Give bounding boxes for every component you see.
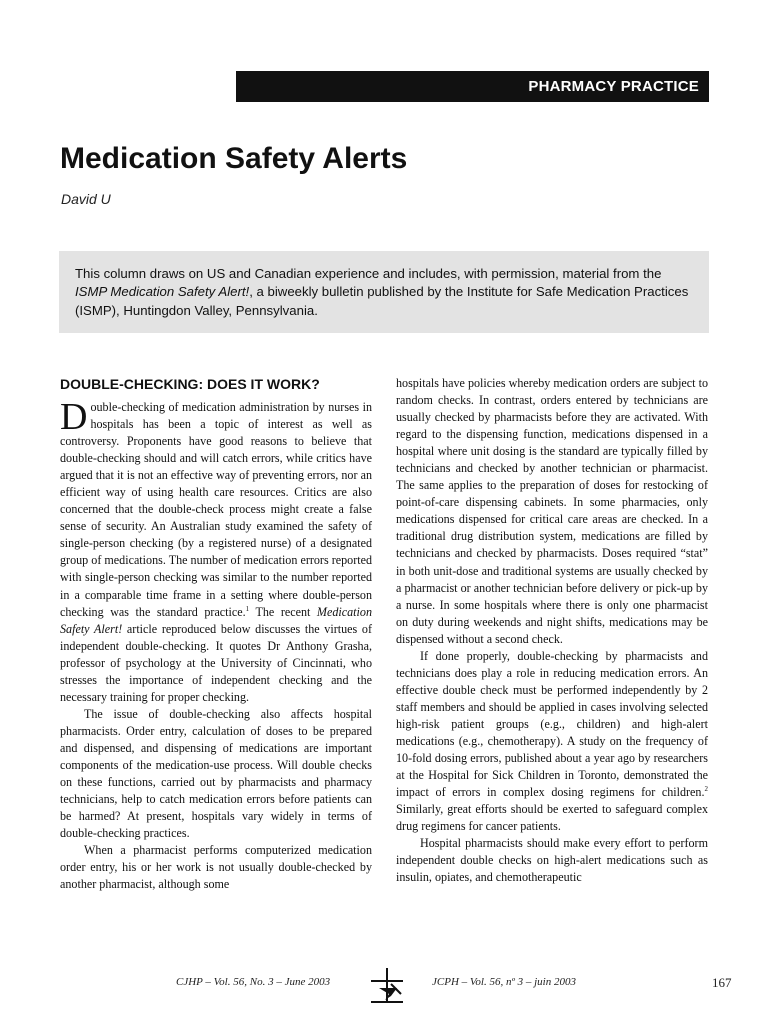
paragraph-5-text-b: Similarly, great efforts should be exerted to safeguard complex drug regimens for cancer patients. xyxy=(396,802,708,834)
paragraph-1-text-c: article reproduced below discusses the virtues of independent double-checking. It quotes Dr Anthony Grasha, professor of psychology at the University of Cincinnati, who stresses the importance of independent checking and the necessary training for proper checking. xyxy=(60,621,372,704)
reference-2: 2 xyxy=(704,785,708,794)
journal-logo-icon xyxy=(367,966,407,1004)
footer-journal-en: CJHP – Vol. 56, No. 3 – June 2003 xyxy=(176,976,331,988)
paragraph-6: Hospital pharmacists should make every effort to perform independent double checks on high-alert medications such as insulin, opiates, and chemotherapeutic xyxy=(396,836,708,885)
paragraph-1 xyxy=(60,396,372,706)
section-label: PHARMACY PRACTICE xyxy=(528,78,699,95)
reference-1: 1 xyxy=(245,604,250,613)
intro-box xyxy=(59,251,709,333)
footer-journal-fr: JCPH – Vol. 56, nº 3 – juin 2003 xyxy=(432,976,576,988)
paragraph-1-text-b: The recent xyxy=(249,604,317,619)
paragraph-2: The issue of double-checking also affects hospital pharmacists. Order entry, calculation of doses to be prepared and dispensed, and dispensing of medications are important components of the medication-use process. Will double checks on these functions, carried out by pharmacists and pharmacy technicians, help to catch medication errors before patients can be harmed? At present, hospitals vary widely in terms of double-checking practices. xyxy=(60,706,372,841)
section-heading: DOUBLE-CHECKING: DOES IT WORK? xyxy=(60,376,320,392)
paragraph-4: hospitals have policies whereby medication orders are subject to random checks. In contrast, orders entered by technicians are usually checked by pharmacists before they are activated. With regard to the dispensing function, medications dispensed in a hospital where unit dosing is the standard are typically filled by technicians and checked by another technician or pharmacist. The same applies to the preparation of doses for restocking of point-of-care dispensing cabinets. In some pharmacies, only medications dispensed for critical care areas are checked. In a traditional drug distribution system, medications are filled by technicians and checked by pharmacists. Doses required “stat” in both unit-dose and traditional systems are usually checked by a pharmacist or another technician before delivery or pick-up by a nurse. In some hospitals where there is only one pharmacist on duty during weekends and night shifts, medications may be dispensed without a second check. xyxy=(396,376,708,646)
intro-bulletin-name: ISMP Medication Safety Alert! xyxy=(75,284,250,300)
drop-cap: D xyxy=(60,396,88,438)
article-author: David U xyxy=(61,191,111,207)
section-banner xyxy=(236,71,709,102)
paragraph-1-text-a: ouble-checking of medication administration by nurses in hospitals has been a topic of interest as well as controversy. Proponents have good reasons to believe that double-checking should and will catch errors, while critics have argued that it is not an effective way of preventing errors, nor an efficient way of using health care resources. Critics are also concerned that the double-check process might create a false sense of security. An Australian study examined the safety of single-person checking (by a registered nurse) of a designated group of medications. The number of medication errors reported with single-person checking was similar to the number reported in a comparable time frame in a setting where double-person checking was the standard practice. xyxy=(60,400,372,619)
intro-text-before: This column draws on US and Canadian experience and includes, with permission, material from the xyxy=(75,266,662,281)
paragraph-5 xyxy=(396,648,708,836)
left-column xyxy=(60,375,372,893)
right-column xyxy=(396,375,708,886)
intro-text-after: , a biweekly bulletin published by the Institute for Safe Medication Practices (ISMP), Huntingdon Valley, Pennsylvania. xyxy=(75,284,689,318)
paragraph-3: When a pharmacist performs computerized medication order entry, his or her work is not usually double-checked by another pharmacist, although some xyxy=(60,843,372,892)
paragraph-1-italic: Medication Safety Alert! xyxy=(60,604,372,636)
page-number: 167 xyxy=(712,975,732,990)
paragraph-5-text-a: If done properly, double-checking by pharmacists and technicians does play a role in reducing medication errors. An effective double check must be performed independently by 2 staff members and should be applied in cases involving selected high-risk patient groups (e.g., children) and high-alert medications (e.g., chemotherapy). A study on the frequency of 10-fold dosing errors, published about a year ago by researchers at the Hospital for Sick Children in Toronto, demonstrated the impact of errors in complex dosing regimens for children. xyxy=(396,648,708,800)
article-title: Medication Safety Alerts xyxy=(60,142,408,175)
